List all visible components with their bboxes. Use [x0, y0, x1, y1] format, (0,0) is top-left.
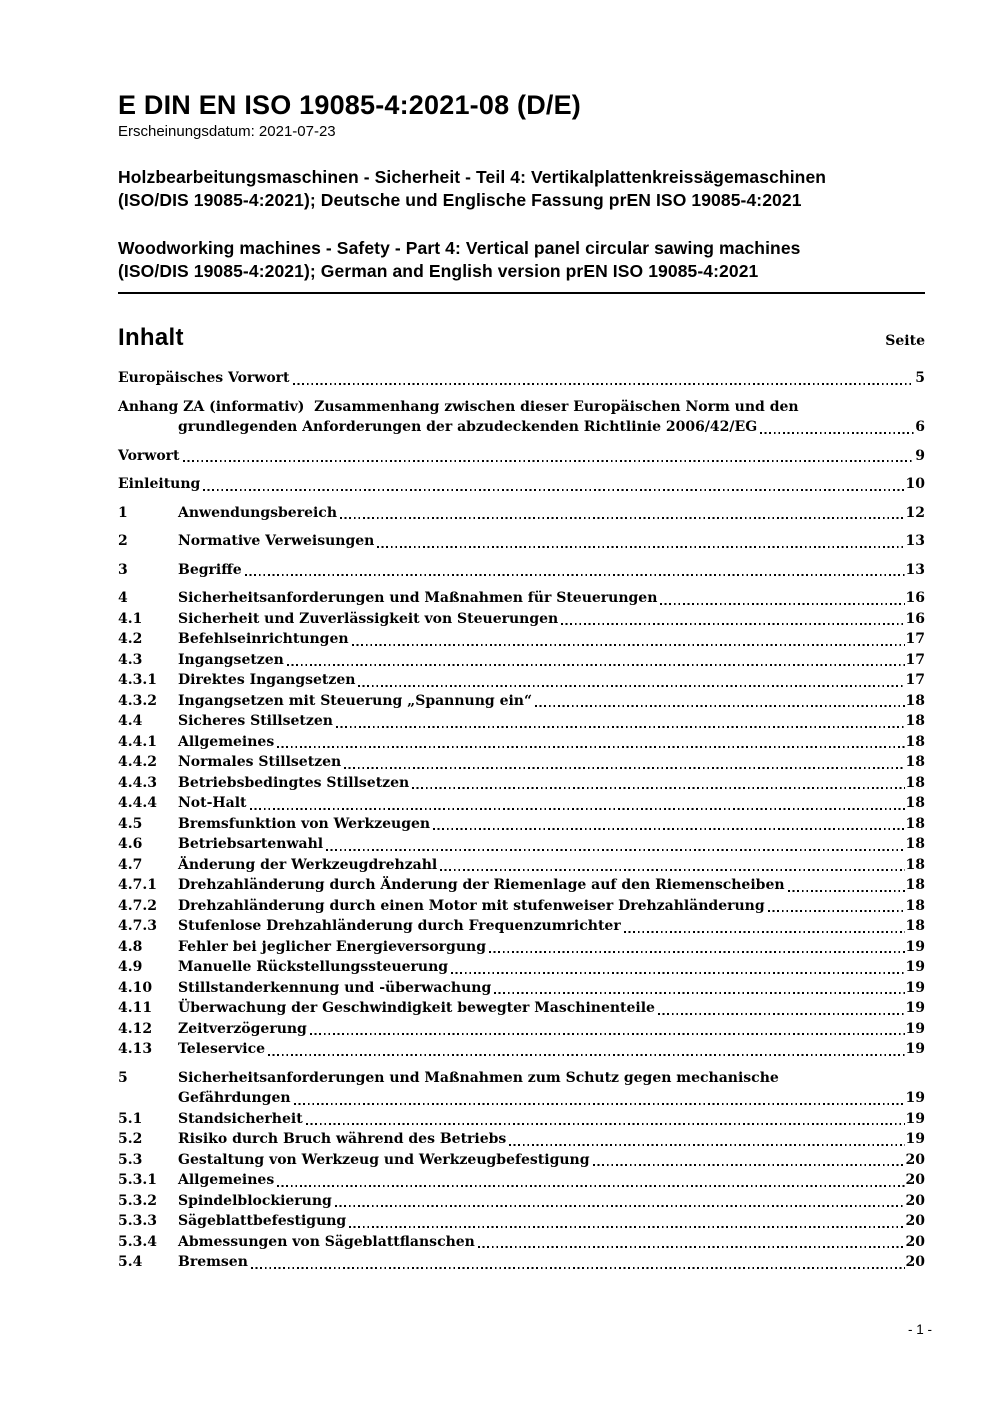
- toc-leader-dots: [660, 603, 904, 605]
- toc-entry-number: 4.4: [118, 713, 143, 729]
- toc-entry-line: [118, 368, 925, 389]
- toc-entry: [118, 531, 925, 552]
- toc-entry-line: [118, 1191, 925, 1212]
- toc-entry-number: 4.11: [118, 1000, 153, 1016]
- toc-entry-page: 20: [905, 1213, 925, 1229]
- toc-entry-page: 18: [905, 897, 925, 914]
- toc-entry-title: Direktes Ingangsetzen: [178, 672, 356, 688]
- toc-entry-page: 16: [905, 590, 925, 606]
- toc-leader-dots: [306, 1123, 905, 1125]
- toc-entry: [118, 670, 925, 691]
- toc-entry-page: 18: [905, 877, 925, 893]
- toc-entry-number: 5.1: [118, 1110, 143, 1127]
- toc-entry-page: 17: [905, 631, 925, 647]
- toc-entry-title-continued: grundlegenden Anforderungen der abzudeckenden Richtlinie 2006/42/EG: [178, 419, 758, 435]
- toc-entry-title: Sicherheit und Zuverlässigkeit von Steuerungen: [178, 610, 559, 627]
- toc-entry-line: [118, 1232, 925, 1253]
- toc-entry-line: [118, 560, 925, 581]
- toc-leader-dots: [478, 1246, 905, 1248]
- toc-entry-page: 19: [905, 1110, 925, 1127]
- toc-leader-dots: [658, 1013, 905, 1015]
- publication-date: Erscheinungsdatum: 2021-07-23: [118, 123, 336, 140]
- toc-entry-line: [118, 474, 925, 495]
- doc-number: E DIN EN ISO 19085-4:2021-08 (D/E): [118, 90, 581, 120]
- toc-entry-line: [118, 916, 925, 937]
- toc-entry-line: [118, 691, 925, 712]
- toc-entry-title: Überwachung der Geschwindigkeit bewegter Maschinenteile: [178, 1000, 655, 1016]
- toc-leader-dots: [310, 1033, 905, 1035]
- toc-entry-line: [118, 503, 925, 524]
- toc-entry-page: 20: [905, 1254, 925, 1270]
- toc-entry-line-continued: [118, 417, 925, 438]
- toc-entry-title: Normales Stillsetzen: [178, 754, 342, 770]
- toc-entry-page: 13: [905, 561, 925, 578]
- toc-leader-dots: [277, 1185, 904, 1187]
- toc-entry: [118, 560, 925, 581]
- toc-page-column-label: Seite: [885, 333, 925, 349]
- toc-entry: [118, 1129, 925, 1150]
- toc-entry-line: [118, 773, 925, 794]
- toc-entry-number: 4.8: [118, 938, 143, 955]
- toc-entry-title: Stillstanderkennung und -überwachung: [178, 979, 492, 996]
- toc-entry-number: 4: [118, 590, 128, 606]
- toc-entry: [118, 588, 925, 609]
- toc-entry: [118, 1170, 925, 1191]
- toc-entry-title: Fehler bei jeglicher Energieversorgung: [178, 938, 486, 955]
- toc-entry-line: [118, 629, 925, 650]
- toc-entry-page: 12: [905, 504, 925, 521]
- title-line: (ISO/DIS 19085-4:2021); Deutsche und Englische Fassung prEN ISO 19085-4:2021: [118, 190, 802, 210]
- title-line: Holzbearbeitungsmaschinen - Sicherheit - Teil 4: Vertikalplattenkreissägemaschinen: [118, 167, 827, 187]
- toc-entry-line: [118, 670, 925, 691]
- toc-entry-title: Ingangsetzen mit Steuerung „Spannung ein“: [178, 692, 533, 709]
- toc-entry-page: 18: [905, 692, 925, 709]
- toc-entry-number: 4.3: [118, 651, 143, 668]
- toc-entry-number: 3: [118, 561, 128, 578]
- toc-entry: [118, 732, 925, 753]
- toc-entry-title: Betriebsartenwahl: [178, 836, 324, 852]
- toc-entry-title: Europäisches Vorwort: [118, 370, 290, 386]
- toc-entry: [118, 711, 925, 732]
- toc-entry-number: 5.3.2: [118, 1192, 157, 1209]
- toc-entry-title: Allgemeines: [178, 1172, 275, 1188]
- toc-leader-dots: [250, 808, 905, 810]
- toc-entry-title: Sägeblattbefestigung: [178, 1213, 347, 1229]
- toc-entry-number: 5.2: [118, 1131, 143, 1147]
- toc-entry-title: Sicheres Stillsetzen: [178, 713, 333, 729]
- toc-entry: [118, 650, 925, 671]
- toc-entry-line: [118, 588, 925, 609]
- toc-entry-number: 5.3.4: [118, 1233, 157, 1250]
- toc-entry-line: [118, 531, 925, 552]
- toc-entry-page: 19: [905, 959, 925, 975]
- toc-entry: [118, 1211, 925, 1232]
- toc-entry-page: 19: [905, 1000, 925, 1016]
- toc-entry-number: 4.6: [118, 836, 143, 852]
- toc-entry-number: 4.4.2: [118, 754, 157, 770]
- toc-leader-dots: [535, 705, 904, 707]
- toc-entry: [118, 978, 925, 999]
- toc-entry-line: [118, 896, 925, 917]
- toc-leader-dots: [489, 951, 905, 953]
- toc-leader-dots: [593, 1164, 905, 1166]
- toc-entry-page: 19: [905, 1131, 925, 1147]
- toc-entry-number: 2: [118, 533, 128, 549]
- toc-entry-number: 4.1: [118, 610, 143, 627]
- toc-leader-dots: [277, 746, 904, 748]
- toc-entry: [118, 896, 925, 917]
- toc-entry-title: Teleservice: [178, 1041, 265, 1057]
- toc-entry-page: 16: [905, 610, 925, 627]
- title-line: (ISO/DIS 19085-4:2021); German and English version prEN ISO 19085-4:2021: [118, 261, 759, 281]
- toc-entry-number: 4.9: [118, 959, 143, 975]
- toc-entry-page: 19: [905, 1041, 925, 1057]
- toc-entry-title: Abmessungen von Sägeblattflanschen: [178, 1233, 475, 1250]
- title-english: [118, 237, 925, 283]
- toc-entry-title: Anwendungsbereich: [178, 504, 337, 521]
- toc-header: [118, 324, 925, 352]
- toc-entry-line: [118, 732, 925, 753]
- toc-entry: [118, 916, 925, 937]
- toc-entry-number: 4.7.2: [118, 897, 157, 914]
- toc-entry-title: Bremsen: [178, 1254, 248, 1270]
- toc-entry-title: Bremsfunktion von Werkzeugen: [178, 815, 431, 832]
- toc-entry: [118, 773, 925, 794]
- toc-entry: [118, 609, 925, 630]
- toc-entry-line: [118, 1019, 925, 1040]
- toc-entry-number: 4.13: [118, 1041, 153, 1057]
- toc-entry-number: 4.4.4: [118, 795, 157, 811]
- toc-entry-line: [118, 793, 925, 814]
- toc-entry-line: [118, 1150, 925, 1171]
- toc-entry-line: [118, 855, 925, 876]
- toc-entry-number: 5.3.3: [118, 1213, 157, 1229]
- toc-entry-title: Änderung der Werkzeugdrehzahl: [178, 856, 438, 873]
- toc-leader-dots: [788, 890, 905, 892]
- toc-entry-number: 5.3: [118, 1151, 143, 1168]
- toc-entry-line: [118, 1109, 925, 1130]
- toc-entry-line: [118, 957, 925, 978]
- page-number: - 1 -: [907, 1322, 932, 1337]
- toc-entry-page: 9: [915, 447, 925, 464]
- toc-entry: [118, 1191, 925, 1212]
- toc-leader-dots: [377, 546, 904, 548]
- toc-leader-dots: [624, 931, 905, 933]
- toc-entry-title: Sicherheitsanforderungen und Maßnahmen für Steuerungen: [178, 590, 658, 606]
- toc-entry-title: Spindelblockierung: [178, 1192, 332, 1209]
- toc-entry: [118, 629, 925, 650]
- toc-entry-line: [118, 446, 925, 467]
- toc-entry-number: 1: [118, 504, 128, 521]
- toc-entry-title: Stufenlose Drehzahländerung durch Frequenzumrichter: [178, 918, 621, 934]
- toc-leader-dots: [349, 1226, 904, 1228]
- toc-entry-title: Sicherheitsanforderungen und Maßnahmen zum Schutz gegen mechanische: [178, 1069, 779, 1086]
- toc-entry-line: [118, 711, 925, 732]
- toc-entry-page: 20: [905, 1192, 925, 1209]
- toc-entry: [118, 1109, 925, 1130]
- toc-heading: Inhalt: [118, 324, 184, 351]
- toc-entry-page: 18: [905, 733, 925, 750]
- toc-leader-dots: [509, 1144, 904, 1146]
- toc-leader-dots: [183, 460, 915, 462]
- toc-entry-line: [118, 1170, 925, 1191]
- toc-entry-page: 18: [905, 795, 925, 811]
- toc-entry-title: Befehlseinrichtungen: [178, 631, 349, 647]
- toc-leader-dots: [203, 489, 904, 491]
- toc-entry-number: 4.4.1: [118, 733, 157, 750]
- toc-entry-page: 20: [905, 1151, 925, 1168]
- toc-entry-number: 4.7.1: [118, 877, 157, 893]
- toc-entry-line: [118, 1068, 925, 1089]
- toc-entry-page: 19: [905, 938, 925, 955]
- toc-entry-page: 20: [905, 1172, 925, 1188]
- toc-leader-dots: [412, 787, 904, 789]
- toc-entry: [118, 503, 925, 524]
- toc-leader-dots: [294, 1103, 905, 1105]
- toc-entry-number: 4.7.3: [118, 918, 157, 934]
- toc-entry-page: 19: [905, 1090, 925, 1106]
- toc-entry-page: 5: [915, 370, 925, 386]
- divider-line: [118, 292, 925, 294]
- toc-leader-dots: [352, 644, 905, 646]
- toc-leader-dots: [251, 1267, 905, 1269]
- toc-entry-page: 19: [905, 979, 925, 996]
- toc-leader-dots: [344, 767, 904, 769]
- toc-entry: [118, 1019, 925, 1040]
- toc-entry: [118, 814, 925, 835]
- toc-entry-page: 17: [905, 672, 925, 688]
- toc-entry-page: 18: [905, 713, 925, 729]
- toc-entry-line: [118, 1211, 925, 1232]
- toc-entry-line: [118, 875, 925, 896]
- toc-entry-title: Allgemeines: [178, 733, 275, 750]
- toc-entry-number: 4.3.1: [118, 672, 157, 688]
- toc-leader-dots: [268, 1054, 905, 1056]
- toc-entry: [118, 474, 925, 495]
- toc-entry-title: Zeitverzögerung: [178, 1020, 307, 1037]
- title-line: Woodworking machines - Safety - Part 4: Vertical panel circular sawing machines: [118, 238, 801, 258]
- toc-entry-page: 18: [905, 836, 925, 852]
- toc-leader-dots: [326, 849, 904, 851]
- toc-entry: [118, 855, 925, 876]
- toc-entry-title-continued: Gefährdungen: [178, 1090, 291, 1106]
- toc-entry-line: [118, 937, 925, 958]
- toc-entry-number: 5: [118, 1069, 128, 1086]
- toc-entry-line-continued: [118, 1088, 925, 1109]
- toc-entry: [118, 1150, 925, 1171]
- toc-entry-number: 4.2: [118, 631, 143, 647]
- toc-entry-title: Anhang ZA (informativ) Zusammenhang zwischen dieser Europäischen Norm und den: [118, 398, 799, 415]
- toc-entry-page: 18: [905, 774, 925, 791]
- toc-entry: [118, 1039, 925, 1060]
- toc-entry-line: [118, 978, 925, 999]
- toc-leader-dots: [451, 972, 904, 974]
- toc-entry: [118, 368, 925, 389]
- toc-entry-page: 17: [905, 651, 925, 668]
- toc-entry-title: Ingangsetzen: [178, 651, 284, 668]
- toc-entry: [118, 1252, 925, 1273]
- toc-entry: [118, 834, 925, 855]
- toc-leader-dots: [293, 383, 915, 385]
- toc-entry-page: 6: [915, 419, 925, 435]
- toc-entry: [118, 875, 925, 896]
- toc-entry-page: 20: [905, 1233, 925, 1250]
- toc-entry-number: 4.10: [118, 979, 153, 996]
- toc-entry: [118, 446, 925, 467]
- toc-leader-dots: [340, 517, 905, 519]
- toc-entry-title: Gestaltung von Werkzeug und Werkzeugbefestigung: [178, 1151, 590, 1168]
- toc-entry-title: Begriffe: [178, 561, 242, 578]
- toc-entry-number: 4.12: [118, 1020, 153, 1037]
- toc-entry-page: 18: [905, 918, 925, 934]
- toc-entry-title: Manuelle Rückstellungssteuerung: [178, 959, 449, 975]
- toc-entry-page: 18: [905, 856, 925, 873]
- toc-leader-dots: [287, 664, 905, 666]
- toc-leader-dots: [768, 910, 905, 912]
- toc-leader-dots: [561, 623, 904, 625]
- toc-entry-title: Vorwort: [118, 447, 180, 464]
- toc-entry: [118, 793, 925, 814]
- toc-entry: [118, 998, 925, 1019]
- toc-entry-title: Drehzahländerung durch Änderung der Riemenlage auf den Riemenscheiben: [178, 877, 785, 893]
- toc-entry-number: 4.5: [118, 815, 143, 832]
- toc-entry-title: Drehzahländerung durch einen Motor mit stufenweiser Drehzahländerung: [178, 897, 765, 914]
- toc-entry-page: 10: [905, 476, 925, 492]
- toc-entry-number: 4.3.2: [118, 692, 157, 709]
- toc-leader-dots: [358, 685, 904, 687]
- toc-entry-line: [118, 609, 925, 630]
- toc-entry-number: 5.3.1: [118, 1172, 157, 1188]
- toc-leader-dots: [245, 574, 905, 576]
- toc-leader-dots: [760, 432, 914, 434]
- table-of-contents: [118, 368, 925, 1273]
- toc-entry-page: 18: [905, 754, 925, 770]
- toc-entry-number: 5.4: [118, 1254, 143, 1270]
- toc-entry-title: Standsicherheit: [178, 1110, 303, 1127]
- title-german: [118, 166, 925, 212]
- toc-entry: [118, 752, 925, 773]
- toc-entry-line: [118, 650, 925, 671]
- toc-entry-page: 13: [905, 533, 925, 549]
- toc-leader-dots: [336, 726, 905, 728]
- toc-entry-title: Einleitung: [118, 476, 201, 492]
- toc-entry-number: 4.4.3: [118, 774, 157, 791]
- toc-entry-line: [118, 998, 925, 1019]
- toc-entry-page: 18: [905, 815, 925, 832]
- toc-entry: [118, 957, 925, 978]
- toc-leader-dots: [335, 1205, 905, 1207]
- toc-entry-number: 4.7: [118, 856, 143, 873]
- toc-entry-line: [118, 814, 925, 835]
- toc-entry: [118, 937, 925, 958]
- toc-entry: [118, 397, 925, 438]
- toc-leader-dots: [440, 869, 904, 871]
- toc-entry: [118, 1232, 925, 1253]
- toc-entry-line: [118, 752, 925, 773]
- toc-entry-title: Normative Verweisungen: [178, 533, 375, 549]
- toc-entry-line: [118, 1129, 925, 1150]
- toc-entry-line: [118, 834, 925, 855]
- toc-entry-title: Risiko durch Bruch während des Betriebs: [178, 1131, 507, 1147]
- toc-entry-line: [118, 1252, 925, 1273]
- toc-entry-line: [118, 397, 925, 418]
- toc-entry-page: 19: [905, 1020, 925, 1037]
- toc-leader-dots: [494, 992, 904, 994]
- toc-entry-line: [118, 1039, 925, 1060]
- toc-leader-dots: [433, 828, 904, 830]
- toc-entry: [118, 1068, 925, 1109]
- toc-entry-title: Betriebsbedingtes Stillsetzen: [178, 774, 410, 791]
- toc-entry: [118, 691, 925, 712]
- toc-entry-title: Not-Halt: [178, 795, 247, 811]
